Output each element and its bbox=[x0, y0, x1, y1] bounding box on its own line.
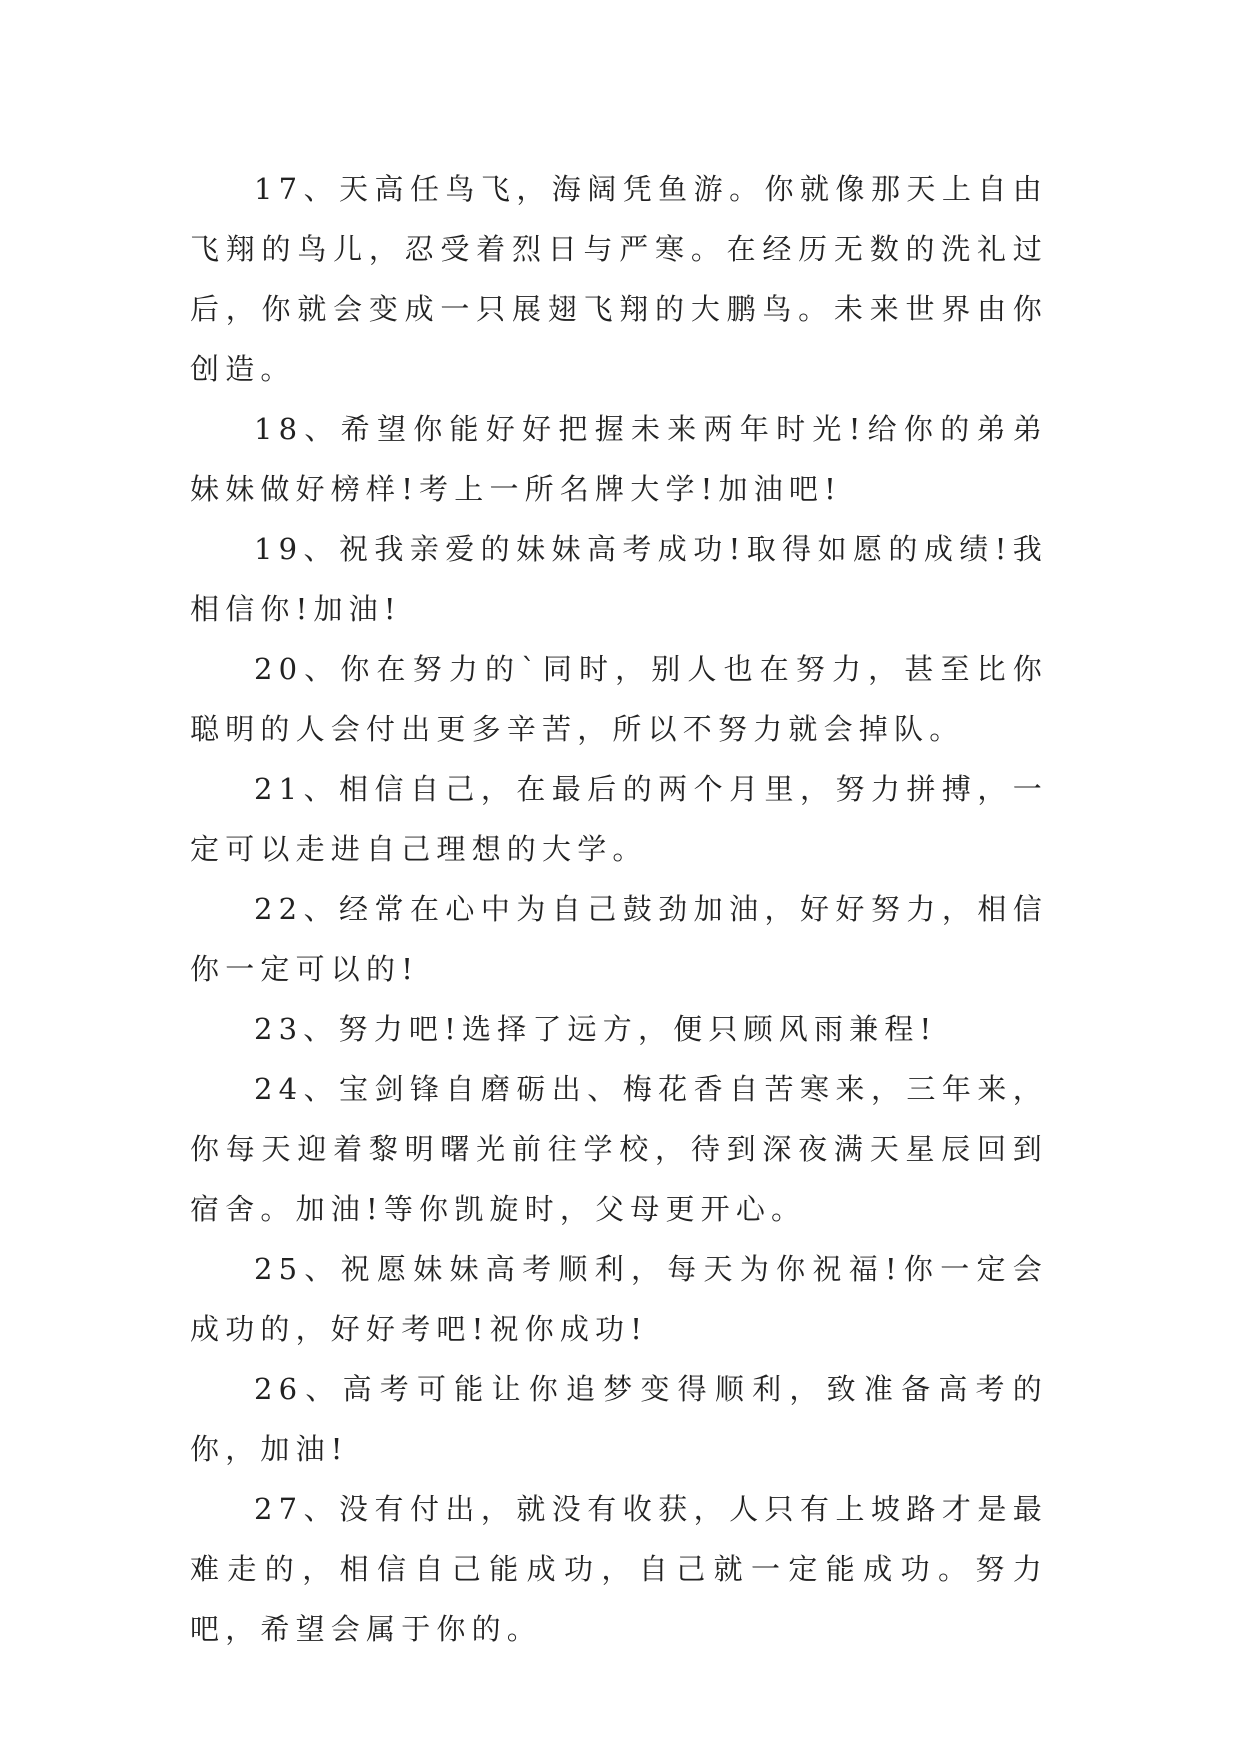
paragraph-18: 18、希望你能好好把握未来两年时光!给你的弟弟妹妹做好榜样!考上一所名牌大学!加油吧! bbox=[190, 412, 1048, 506]
paragraph-23: 23、努力吧!选择了远方，便只顾风雨兼程! bbox=[254, 1012, 938, 1046]
paragraph-25: 25、祝愿妹妹高考顺利，每天为你祝福!你一定会成功的，好好考吧!祝你成功! bbox=[190, 1252, 1048, 1346]
paragraph-27: 27、没有付出，就没有收获，人只有上坡路才是最难走的，相信自己能成功，自己就一定能成功。努力吧，希望会属于你的。 bbox=[190, 1492, 1048, 1646]
paragraph-26: 26、高考可能让你追梦变得顺利，致准备高考的你，加油! bbox=[190, 1372, 1048, 1466]
paragraph-20: 20、你在努力的`同时，别人也在努力，甚至比你聪明的人会付出更多辛苦，所以不努力就会掉队。 bbox=[190, 652, 1048, 746]
paragraph-24: 24、宝剑锋自磨砺出、梅花香自苦寒来，三年来，你每天迎着黎明曙光前往学校，待到深夜满天星辰回到宿舍。加油!等你凯旋时，父母更开心。 bbox=[190, 1072, 1048, 1226]
document-body bbox=[190, 159, 1048, 1659]
paragraph-22: 22、经常在心中为自己鼓劲加油，好好努力，相信你一定可以的! bbox=[190, 892, 1048, 986]
paragraph-17: 17、天高任鸟飞，海阔凭鱼游。你就像那天上自由飞翔的鸟儿，忍受着烈日与严寒。在经历无数的洗礼过后，你就会变成一只展翅飞翔的大鹏鸟。未来世界由你创造。 bbox=[190, 172, 1048, 386]
paragraph-21: 21、相信自己，在最后的两个月里，努力拼搏，一定可以走进自己理想的大学。 bbox=[190, 772, 1048, 866]
paragraph-19: 19、祝我亲爱的妹妹高考成功!取得如愿的成绩!我相信你!加油! bbox=[190, 532, 1048, 626]
